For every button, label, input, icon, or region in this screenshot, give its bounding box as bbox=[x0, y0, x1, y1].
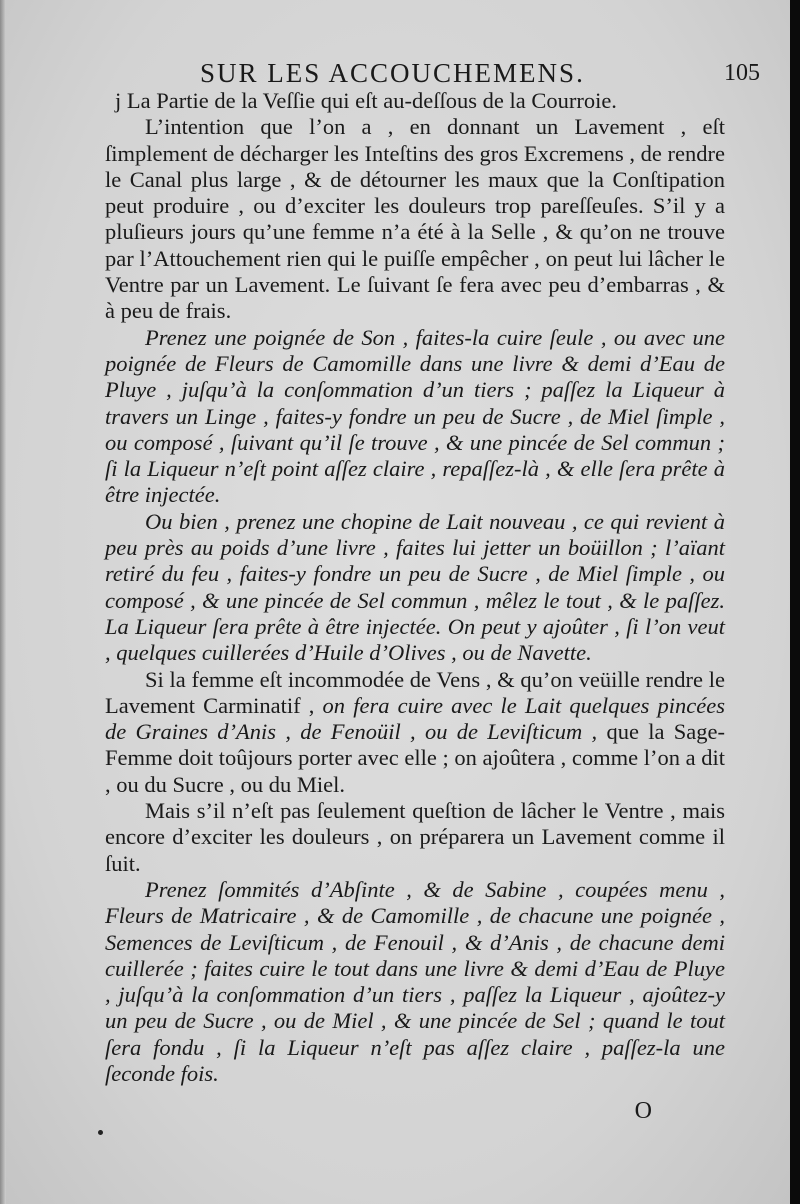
paragraph-2: L’intention que l’on a , en donnant un Lavement , eſt ſimplement de décharger les Inteſtins des gros Excremens , de rendre le Canal plus large , & de détourner les maux que la Conſtipation peut produire , ou d’exciter les douleurs trop pareſſeuſes. S’il y a pluſieurs jours qu’une femme n’a été à la Selle , & qu’on ne trouve par l’Attouchement rien qui le puiſſe empêcher , on peut lui lâcher le Ventre par un Lavement. Le ſuivant ſe fera avec peu d’embarras , & à peu de frais. bbox=[105, 114, 725, 324]
paragraph-4-recipe: Ou bien , prenez une chopine de Lait nouveau , ce qui revient à peu près au poids d’une livre , faites lui jetter un boüillon ; l’aïant retiré du feu , faites-y fondre un peu de Sucre , de Miel ſimple , ou composé , & une pincée de Sel commun , mêlez le tout , & le paſſez. La Liqueur ſera prête à être injectée. On peut y ajoûter , ſi l’on veut , quelques cuillerées d’Huile d’Olives , ou de Navette. bbox=[105, 508, 725, 666]
paragraph-5-part-b: on fera cuire avec le Lait quelques pincées de Graines d’Anis , de Fenoüil , ou de Leviſticum , bbox=[105, 692, 725, 745]
paragraph-5 bbox=[105, 667, 725, 798]
page-number: 105 bbox=[724, 60, 760, 86]
paragraph-1: j La Partie de la Veſſie qui eſt au-deſſous de la Courroie. bbox=[115, 88, 617, 113]
paragraph-7-recipe: Prenez ſommités d’Abſinte , & de Sabine , coupées menu , Fleurs de Matricaire , & de Camomille , de chacune une poignée , Semences de Leviſticum , de Fenouil , & d’Anis , de chacune demi cuillerée ; faites cuire le tout dans une livre & demi d’Eau de Pluye , juſqu’à la conſommation d’un tiers , paſſez la Liqueur , ajoûtez-y un peu de Sucre , ou de Miel , & une pincée de Sel ; quand le tout ſera fondu , ſi la Liqueur n’eſt pas aſſez claire , paſſez-la une ſeconde fois. bbox=[105, 876, 725, 1086]
page-gutter-shadow bbox=[0, 0, 6, 1204]
paragraph-6: Mais s’il n’eſt pas ſeulement queſtion de lâcher le Ventre , mais encore d’exciter les douleurs , on préparera un Lavement comme il ſuit. bbox=[105, 798, 725, 876]
header-title: SUR LES ACCOUCHEMENS. bbox=[200, 58, 585, 88]
paragraph-5-part-c: que la Sage-Femme doit toûjours porter avec elle ; on ajoûtera , comme l’on a dit , ou du Sucre , ou du Miel. bbox=[105, 719, 725, 797]
paragraph-3-recipe: Prenez une poignée de Son , faites-la cuire ſeule , ou avec une poignée de Fleurs de Camomille dans une livre & demi d’Eau de Pluye , juſqu’à la conſommation d’un tiers ; paſſez la Liqueur à travers un Linge , faites-y fondre un peu de Sucre , de Miel ſimple , ou composé , ſuivant qu’il ſe trouve , & une pincée de Sel commun ; ſi la Liqueur n’eſt point aſſez claire , repaſſez-là , & elle ſera prête à être injectée. bbox=[105, 324, 725, 508]
paragraph-5-part-a: Si la femme eſt incommodée de Vens , & qu’on veüille rendre le Lavement Carminatif , bbox=[105, 666, 725, 718]
ink-speck bbox=[98, 1130, 103, 1135]
body-text bbox=[105, 88, 725, 1087]
signature-mark: O bbox=[634, 1098, 652, 1124]
scan-edge bbox=[790, 0, 800, 1204]
